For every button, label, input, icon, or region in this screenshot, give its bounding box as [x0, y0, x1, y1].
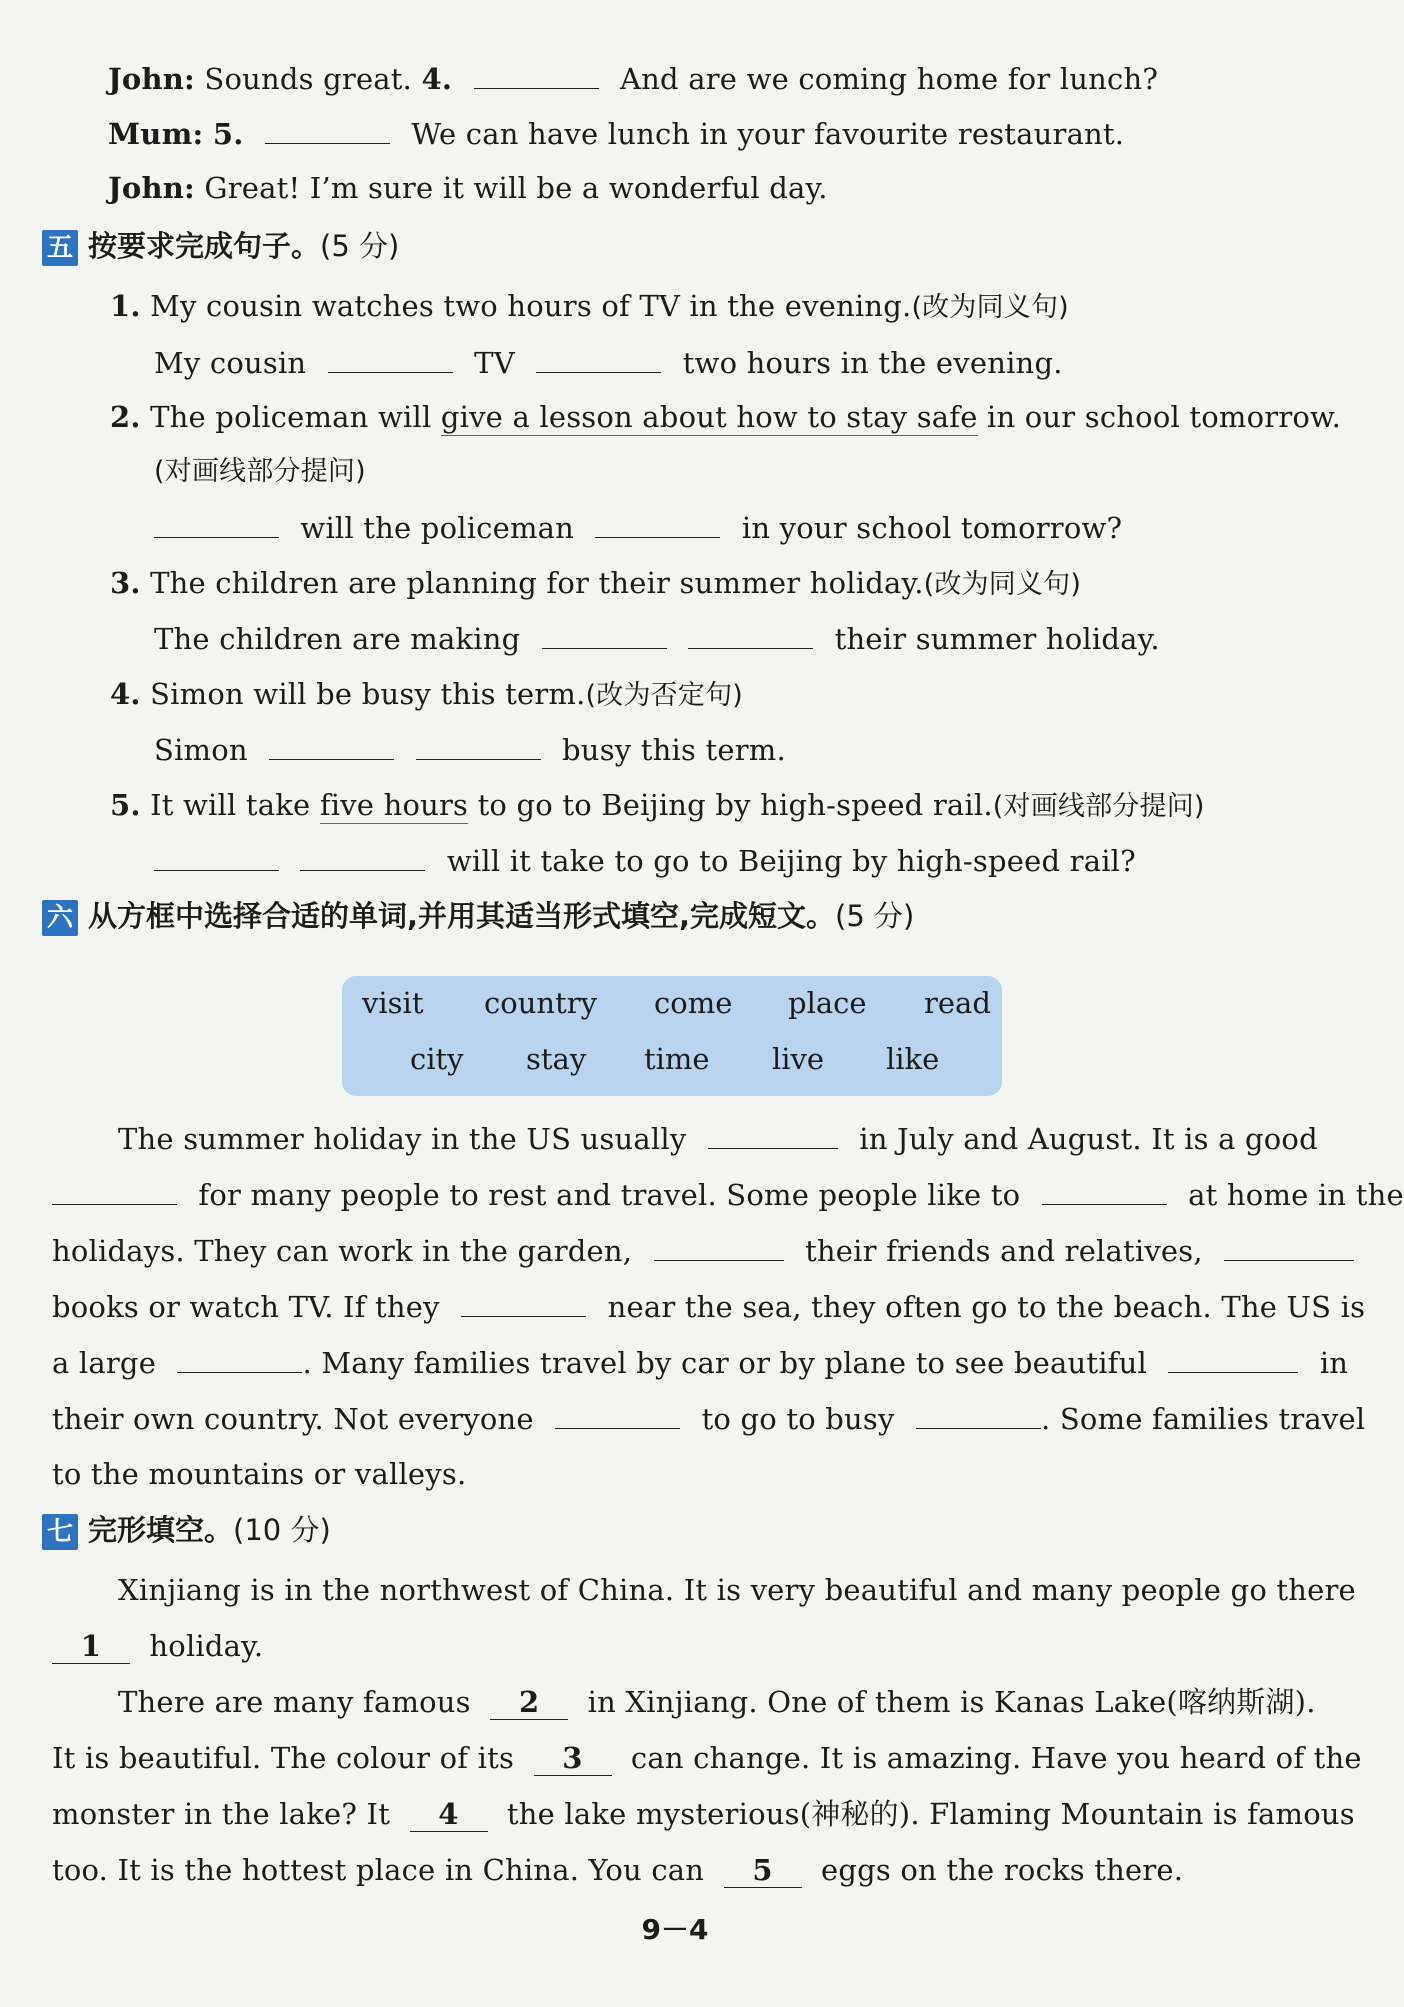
dialogue-line-2: Mum: 5. We can have lunch in your favourite restaurant.: [108, 113, 1124, 154]
passage-text: It is beautiful. The colour of its: [52, 1741, 515, 1775]
s7-line-4: [52, 1738, 1362, 1778]
s7-line-1: Xinjiang is in the northwest of China. It is very beautiful and many people go there: [118, 1573, 1356, 1607]
question-hint: (对画线部分提问): [992, 791, 1205, 822]
answer-text: busy this term.: [562, 733, 786, 767]
answer-blank[interactable]: [328, 342, 453, 373]
passage-text: The summer holiday in the US usually: [118, 1122, 687, 1156]
answer-blank[interactable]: [555, 1398, 680, 1429]
dialogue-line-3: John: Great! I’m sure it will be a wonderful day.: [108, 171, 828, 205]
passage-text: . Many families travel by car or by plane to see beautiful: [302, 1346, 1147, 1380]
dialogue-text: Sounds great.: [204, 62, 413, 96]
answer-blank[interactable]: [654, 1230, 784, 1261]
word-bank-item: stay: [526, 1042, 587, 1076]
question-number: 1.: [110, 289, 141, 323]
answer-blank[interactable]: [1224, 1230, 1354, 1261]
s7-line-2: [52, 1626, 263, 1666]
section-badge: 六: [42, 900, 78, 936]
question-number: 4.: [110, 677, 141, 711]
question-text: The children are planning for their summer holiday.: [150, 566, 924, 600]
answer-text: Simon: [154, 733, 248, 767]
section-5-header: [42, 226, 399, 266]
answer-blank[interactable]: [461, 1286, 586, 1317]
question-text: to go to Beijing by high-speed rail.: [468, 788, 993, 822]
question-number: 5.: [110, 788, 141, 822]
dialogue-text: And are we coming home for lunch?: [620, 62, 1159, 96]
section-6-header: [42, 896, 914, 936]
s5-q2-answer: [154, 507, 1122, 548]
word-bank-item: like: [886, 1042, 940, 1076]
section-score: (10 分): [233, 1513, 331, 1547]
answer-blank[interactable]: [595, 507, 720, 538]
cloze-blank[interactable]: 3: [534, 1741, 612, 1776]
passage-text: the lake mysterious(神秘的). Flaming Mountain is famous: [506, 1797, 1355, 1831]
answer-blank[interactable]: [474, 58, 599, 89]
underlined-text: five hours: [319, 788, 469, 822]
passage-text: in: [1319, 1346, 1349, 1380]
s7-line-6: [52, 1850, 1183, 1890]
question-text: My cousin watches two hours of TV in the evening.: [150, 289, 912, 323]
s7-line-5: [52, 1794, 1355, 1834]
question-text: The policeman will: [150, 400, 441, 434]
passage-text: can change. It is amazing. Have you heard of the: [630, 1741, 1362, 1775]
answer-blank[interactable]: [269, 729, 394, 760]
s5-q1-prompt: [110, 286, 1069, 328]
passage-text: for many people to rest and travel. Some people like to: [198, 1178, 1021, 1212]
passage-text: holiday.: [149, 1629, 264, 1663]
passage-text: their own country. Not everyone: [52, 1402, 534, 1436]
passage-text: in July and August. It is a good: [859, 1122, 1318, 1156]
s6-line-1: [118, 1118, 1318, 1159]
page-number: 9－4: [641, 1913, 709, 1946]
s5-q4-prompt: [110, 674, 743, 716]
question-number: 3.: [110, 566, 141, 600]
passage-text: eggs on the rocks there.: [820, 1853, 1184, 1887]
answer-text: their summer holiday.: [834, 622, 1160, 656]
word-bank-box: [342, 976, 1002, 1096]
answer-blank[interactable]: [916, 1398, 1041, 1429]
s5-q1-answer: [154, 342, 1063, 383]
answer-text: in your school tomorrow?: [741, 511, 1123, 545]
answer-blank[interactable]: [154, 507, 279, 538]
s7-line-3: [118, 1682, 1316, 1722]
cloze-blank[interactable]: 5: [724, 1853, 802, 1888]
underlined-text: give a lesson about how to stay safe: [440, 400, 978, 434]
s5-q5-answer: [154, 840, 1136, 881]
s6-line-5: [52, 1342, 1348, 1383]
answer-text: TV: [474, 346, 515, 380]
section-badge: 七: [42, 1514, 78, 1550]
passage-text: books or watch TV. If they: [52, 1290, 440, 1324]
section-badge: 五: [42, 230, 78, 266]
passage-text: in Xinjiang. One of them is Kanas Lake(喀纳斯湖).: [587, 1685, 1316, 1719]
s6-line-3: [52, 1230, 1366, 1271]
section-title: 按要求完成句子。: [88, 229, 321, 263]
dialogue-line-1: John: Sounds great. 4. And are we coming home for lunch?: [108, 58, 1158, 99]
s6-line-2: [52, 1174, 1404, 1215]
passage-text: There are many famous: [118, 1685, 471, 1719]
s5-q5-prompt: [110, 785, 1205, 827]
section-title: 从方框中选择合适的单词,并用其适当形式填空,完成短文。: [88, 899, 836, 933]
word-bank-item: time: [644, 1042, 710, 1076]
s6-line-4: [52, 1286, 1365, 1327]
answer-blank[interactable]: [416, 729, 541, 760]
answer-text: The children are making: [154, 622, 521, 656]
section-score: (5 分): [835, 899, 915, 933]
passage-text: at home in the: [1188, 1178, 1404, 1212]
word-bank-item: country: [484, 986, 597, 1020]
passage-text: too. It is the hottest place in China. You can: [52, 1853, 705, 1887]
s5-q2-prompt: [110, 397, 1341, 437]
question-hint: (改为否定句): [585, 680, 744, 711]
cloze-blank[interactable]: 2: [490, 1685, 568, 1720]
answer-blank[interactable]: [52, 1174, 177, 1205]
passage-text: near the sea, they often go to the beach. The US is: [607, 1290, 1366, 1324]
word-bank-item: city: [410, 1042, 464, 1076]
question-hint: (改为同义句): [911, 292, 1069, 323]
question-text: in our school tomorrow.: [977, 400, 1342, 434]
cloze-blank[interactable]: 4: [410, 1797, 488, 1832]
s5-q3-answer: [154, 618, 1160, 659]
passage-text: a large: [52, 1346, 157, 1380]
answer-text: My cousin: [154, 346, 307, 380]
passage-text: holidays. They can work in the garden,: [52, 1234, 633, 1268]
dialogue-text: We can have lunch in your favourite restaurant.: [411, 117, 1125, 151]
answer-blank[interactable]: [1042, 1174, 1167, 1205]
speaker-label: Mum: [108, 117, 193, 151]
passage-text: to go to busy: [701, 1402, 895, 1436]
question-hint: (改为同义句): [923, 569, 1082, 600]
section-title: 完形填空。: [88, 1513, 234, 1547]
question-hint: (对画线部分提问): [154, 456, 366, 487]
word-bank-item: live: [772, 1042, 825, 1076]
question-number: 4.: [421, 62, 453, 96]
question-text: It will take: [150, 788, 320, 822]
passage-text: their friends and relatives,: [805, 1234, 1203, 1268]
question-number: 5.: [212, 117, 244, 151]
word-bank-item: place: [788, 986, 867, 1020]
word-bank-item: read: [924, 986, 991, 1020]
speaker-label: John: [108, 62, 185, 96]
answer-blank[interactable]: [536, 342, 661, 373]
question-number: 2.: [110, 400, 141, 434]
answer-blank[interactable]: [542, 618, 667, 649]
answer-blank[interactable]: [1168, 1342, 1298, 1373]
answer-blank[interactable]: [154, 840, 279, 871]
speaker-label: John: [108, 171, 185, 205]
passage-text: monster in the lake? It: [52, 1797, 391, 1831]
answer-text: two hours in the evening.: [682, 346, 1063, 380]
section-score: (5 分): [320, 229, 400, 263]
s6-line-6: [52, 1398, 1365, 1439]
word-bank-item: come: [654, 986, 733, 1020]
s5-q3-prompt: [110, 563, 1081, 605]
s6-line-7: to the mountains or valleys.: [52, 1457, 467, 1491]
word-bank-item: visit: [362, 986, 424, 1020]
dialogue-text: Great! I’m sure it will be a wonderful day.: [204, 171, 828, 205]
answer-blank[interactable]: [177, 1342, 302, 1373]
cloze-blank[interactable]: 1: [52, 1629, 130, 1664]
section-7-header: [42, 1510, 331, 1550]
answer-blank[interactable]: [708, 1118, 838, 1149]
question-text: Simon will be busy this term.: [150, 677, 586, 711]
answer-blank[interactable]: [265, 113, 390, 144]
answer-text: will it take to go to Beijing by high-speed rail?: [446, 844, 1136, 878]
passage-text: . Some families travel: [1041, 1402, 1366, 1436]
answer-text: will the policeman: [300, 511, 575, 545]
s5-q4-answer: [154, 729, 786, 770]
answer-blank[interactable]: [688, 618, 813, 649]
answer-blank[interactable]: [300, 840, 425, 871]
